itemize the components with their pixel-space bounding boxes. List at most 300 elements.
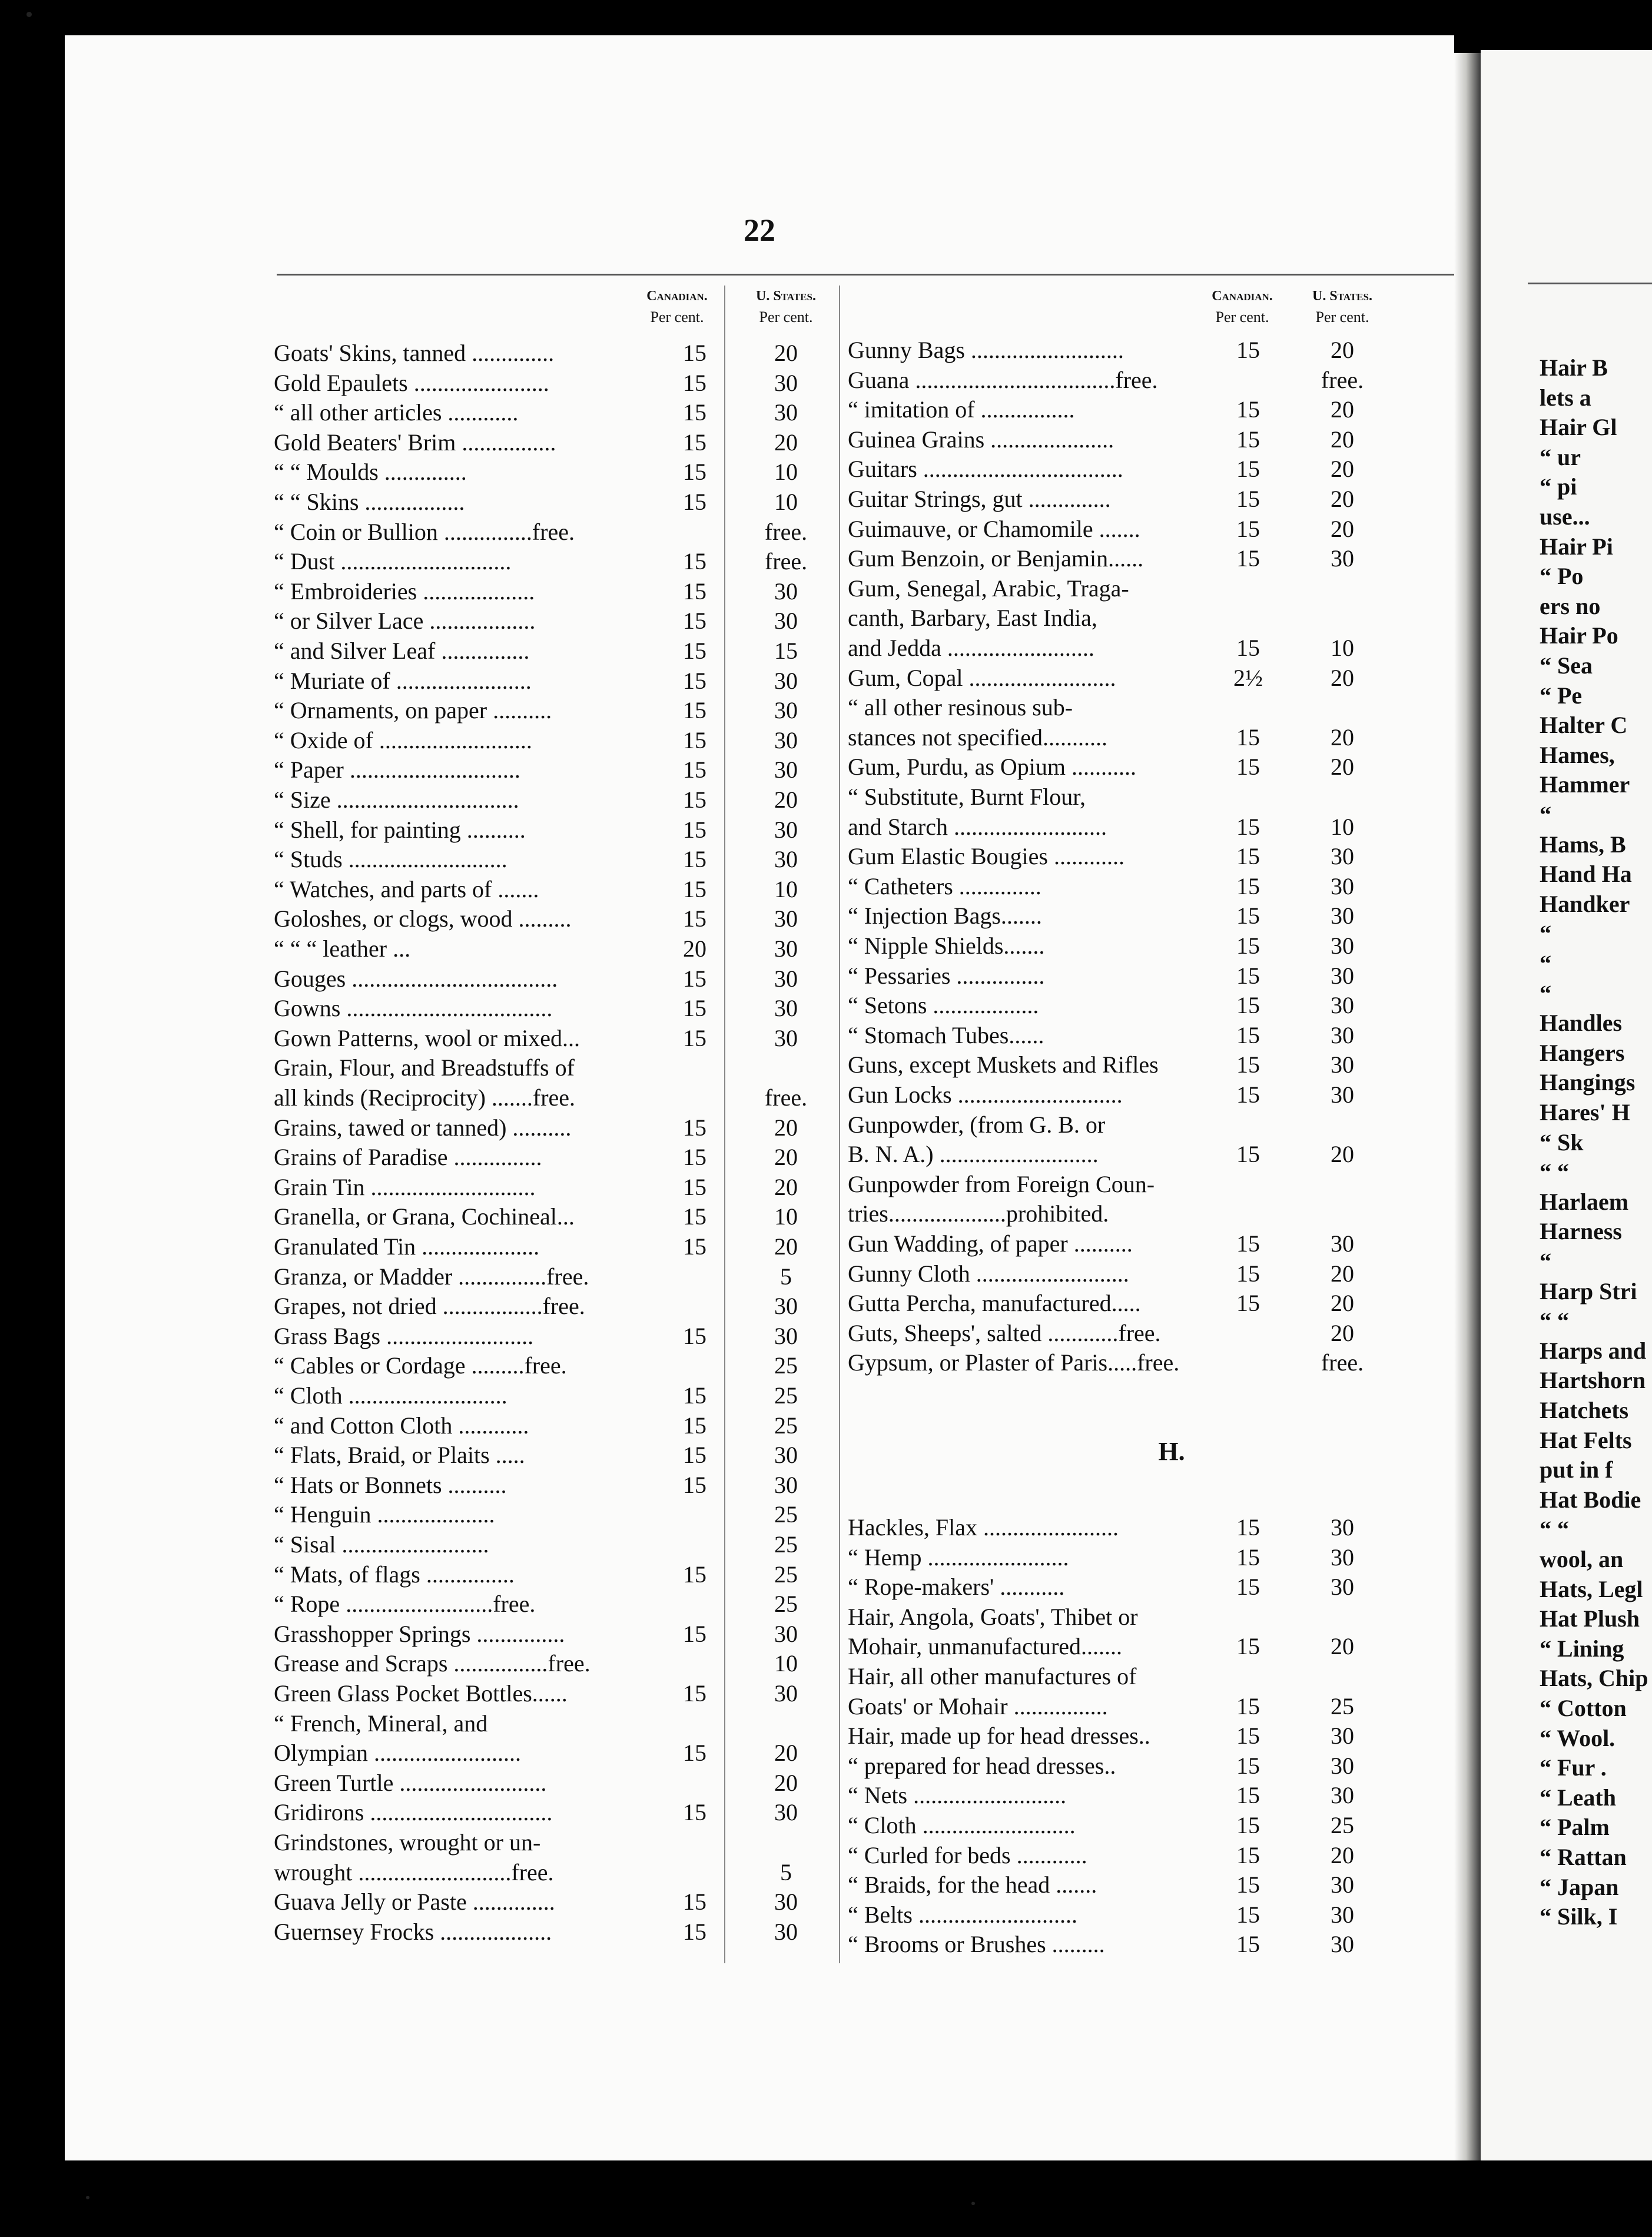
left-header-us: U. States. Per cent. bbox=[756, 288, 816, 326]
us-rate: 30 bbox=[1331, 1021, 1354, 1048]
next-page-line: Handles bbox=[1540, 1010, 1623, 1037]
tariff-row bbox=[274, 1649, 830, 1678]
tariff-row bbox=[274, 875, 830, 904]
tariff-row bbox=[848, 633, 1386, 663]
us-rate: 20 bbox=[1331, 396, 1354, 423]
tariff-row bbox=[274, 815, 830, 845]
tariff-row bbox=[274, 636, 830, 666]
canadian-rate: 15 bbox=[1236, 1544, 1260, 1571]
canadian-rate: 15 bbox=[683, 340, 706, 366]
tariff-row bbox=[274, 1679, 830, 1708]
canadian-rate: 15 bbox=[683, 756, 706, 784]
item-label: “ Paper ............................. bbox=[274, 756, 520, 784]
us-rate: 30 bbox=[1331, 1544, 1354, 1571]
tariff-row bbox=[848, 1602, 1386, 1632]
us-rate: 25 bbox=[1331, 1692, 1354, 1720]
next-page-line: put in f bbox=[1540, 1456, 1613, 1483]
us-rate: 30 bbox=[1331, 872, 1354, 900]
next-page-line: “ Leath bbox=[1540, 1784, 1616, 1811]
tariff-row bbox=[274, 666, 830, 696]
canadian-rate: 15 bbox=[1236, 1871, 1260, 1899]
canadian-rate: 15 bbox=[1236, 1722, 1260, 1750]
next-page-line: “ Japan bbox=[1540, 1873, 1619, 1900]
next-page-line: “ bbox=[1540, 1248, 1551, 1275]
us-rate: 30 bbox=[1331, 1514, 1354, 1541]
next-page-line: “ Sea bbox=[1540, 652, 1593, 679]
canadian-rate: 15 bbox=[683, 1203, 706, 1230]
us-rate: 10 bbox=[774, 875, 798, 902]
canadian-rate: 15 bbox=[1236, 813, 1260, 840]
next-page-line: Harp Stri bbox=[1540, 1277, 1637, 1305]
next-page-line: Hair Pi bbox=[1540, 533, 1613, 560]
item-label: “ Ornaments, on paper .......... bbox=[274, 697, 552, 724]
next-page-line: “ Lining bbox=[1540, 1635, 1624, 1662]
next-page-line: “ Sk bbox=[1540, 1129, 1584, 1156]
tariff-row bbox=[274, 1083, 830, 1113]
canadian-rate: 15 bbox=[1236, 1081, 1260, 1108]
tariff-row bbox=[274, 934, 830, 964]
tariff-row bbox=[274, 964, 830, 994]
canadian-rate: 15 bbox=[683, 1799, 706, 1826]
next-page-line: Hat Bodie bbox=[1540, 1486, 1641, 1513]
item-label: “ and Cotton Cloth ............ bbox=[274, 1412, 529, 1439]
us-rate: 20 bbox=[1331, 1841, 1354, 1868]
tariff-row bbox=[274, 1589, 830, 1619]
us-rate: 20 bbox=[1331, 664, 1354, 691]
canadian-rate: 15 bbox=[683, 875, 706, 902]
next-page-line: “ pi bbox=[1540, 473, 1577, 500]
item-label: Gowns ................................... bbox=[274, 995, 553, 1022]
tariff-row bbox=[848, 1050, 1386, 1080]
us-rate: 30 bbox=[1331, 1931, 1354, 1958]
canadian-rate: 15 bbox=[1236, 1931, 1260, 1958]
us-rate: free. bbox=[1321, 1349, 1364, 1376]
next-page-line: ers no bbox=[1540, 592, 1601, 619]
item-label: Hair, all other manufactures of bbox=[848, 1663, 1137, 1690]
item-label: and Starch .......................... bbox=[848, 813, 1107, 840]
tariff-row bbox=[848, 1900, 1386, 1930]
next-page-line: Hat Felts bbox=[1540, 1426, 1632, 1453]
item-label: Gouges ................................... bbox=[274, 965, 558, 992]
tariff-row bbox=[274, 547, 830, 576]
item-label: Grass Bags ......................... bbox=[274, 1322, 534, 1349]
canadian-rate: 15 bbox=[1236, 843, 1260, 870]
canadian-rate: 15 bbox=[1236, 1633, 1260, 1660]
us-rate: free. bbox=[764, 548, 808, 575]
canadian-rate: 15 bbox=[1236, 1260, 1260, 1287]
canadian-rate: 15 bbox=[683, 1918, 706, 1945]
us-rate: 30 bbox=[774, 608, 798, 635]
item-label: Gum, Copal ......................... bbox=[848, 664, 1116, 691]
next-page-line: Hams, B bbox=[1540, 831, 1626, 858]
canadian-rate: 15 bbox=[683, 1740, 706, 1767]
section-heading-h: H. bbox=[1158, 1437, 1185, 1466]
tariff-row bbox=[274, 904, 830, 934]
item-label: and Jedda ......................... bbox=[848, 635, 1094, 661]
next-page-line: “ “ bbox=[1540, 1307, 1569, 1335]
item-label: Grease and Scraps ................free. bbox=[274, 1650, 591, 1677]
tariff-row bbox=[848, 812, 1386, 842]
tariff-row bbox=[848, 366, 1386, 395]
us-rate: 20 bbox=[774, 1740, 798, 1767]
item-label: Gypsum, or Plaster of Paris.....free. bbox=[848, 1349, 1180, 1376]
item-label: “ Curled for beds ............ bbox=[848, 1841, 1087, 1868]
item-label: “ Stomach Tubes...... bbox=[848, 1021, 1044, 1048]
tariff-row bbox=[848, 1721, 1386, 1751]
us-rate: 20 bbox=[1331, 337, 1354, 363]
item-label: “ Nipple Shields....... bbox=[848, 932, 1045, 959]
tariff-row bbox=[274, 1619, 830, 1649]
item-label: “ Catheters .............. bbox=[848, 872, 1041, 900]
us-rate: 30 bbox=[774, 577, 798, 605]
tariff-row bbox=[848, 901, 1386, 931]
tariff-row bbox=[848, 484, 1386, 514]
us-rate: 30 bbox=[1331, 545, 1354, 572]
canadian-rate: 15 bbox=[683, 1233, 706, 1260]
next-page-line: Hair Gl bbox=[1540, 414, 1617, 441]
us-rate: 30 bbox=[774, 1471, 798, 1498]
canadian-rate: 15 bbox=[1236, 635, 1260, 661]
canadian-rate: 15 bbox=[1236, 1812, 1260, 1838]
item-label: “ Brooms or Brushes ......... bbox=[848, 1931, 1105, 1958]
left-header-canadian: Canadian. Per cent. bbox=[646, 288, 708, 326]
canadian-rate: 2½ bbox=[1233, 664, 1263, 691]
tariff-row bbox=[848, 1841, 1386, 1870]
tariff-row bbox=[848, 1259, 1386, 1289]
canadian-rate: 15 bbox=[1236, 456, 1260, 483]
canadian-rate: 15 bbox=[683, 1144, 706, 1171]
canadian-rate: 15 bbox=[683, 816, 706, 843]
next-page-line: “ Pe bbox=[1540, 682, 1583, 709]
item-label: “ Cloth ........................... bbox=[274, 1382, 507, 1409]
item-label: “ Embroideries ................... bbox=[274, 577, 535, 605]
item-label: Gold Beaters' Brim ................ bbox=[274, 429, 556, 456]
us-rate: 20 bbox=[774, 429, 798, 456]
tariff-row bbox=[274, 726, 830, 755]
tariff-row bbox=[848, 1751, 1386, 1781]
tariff-row bbox=[274, 1381, 830, 1410]
item-label: Guana ..................................free. bbox=[848, 366, 1158, 393]
item-label: Grain, Flour, and Breadstuffs of bbox=[274, 1054, 575, 1081]
next-page-line: “ Palm bbox=[1540, 1814, 1610, 1841]
item-label: Gum, Senegal, Arabic, Traga- bbox=[848, 575, 1129, 602]
item-label: “ Rope-makers' ........... bbox=[848, 1574, 1065, 1601]
tariff-row bbox=[274, 1828, 830, 1857]
item-label: Guimauve, or Chamomile ....... bbox=[848, 515, 1140, 542]
item-label: “ French, Mineral, and bbox=[274, 1710, 488, 1737]
us-rate: 20 bbox=[1331, 1319, 1354, 1346]
tariff-row bbox=[848, 603, 1386, 633]
tariff-row bbox=[274, 696, 830, 725]
us-rate: 20 bbox=[774, 340, 798, 366]
item-label: all kinds (Reciprocity) .......free. bbox=[274, 1084, 576, 1111]
item-label: “ “ “ leather ... bbox=[274, 935, 411, 962]
top-rule-right bbox=[871, 274, 1460, 276]
tariff-row bbox=[274, 338, 830, 368]
item-label: “ Injection Bags....... bbox=[848, 902, 1042, 930]
tariff-row bbox=[274, 845, 830, 874]
tariff-row bbox=[848, 1572, 1386, 1602]
item-label: Goats' or Mohair ................ bbox=[848, 1692, 1108, 1720]
item-label: “ all other articles ............ bbox=[274, 399, 519, 426]
us-rate: 30 bbox=[774, 1620, 798, 1647]
canadian-rate: 15 bbox=[1236, 1692, 1260, 1720]
canadian-rate: 15 bbox=[1236, 754, 1260, 781]
item-label: Mohair, unmanufactured....... bbox=[848, 1633, 1123, 1660]
us-rate: 25 bbox=[774, 1352, 798, 1379]
us-rate: 20 bbox=[774, 1144, 798, 1171]
us-rate: 5 bbox=[780, 1263, 792, 1290]
item-label: Gridirons ............................... bbox=[274, 1799, 553, 1826]
us-rate: 30 bbox=[774, 1918, 798, 1945]
item-label: “ prepared for head dresses.. bbox=[848, 1752, 1116, 1779]
item-label: “ Nets .......................... bbox=[848, 1782, 1067, 1809]
item-label: Gunpowder from Foreign Coun- bbox=[848, 1170, 1155, 1197]
us-rate: 30 bbox=[774, 1024, 798, 1051]
item-label: Gun Wadding, of paper .......... bbox=[848, 1230, 1133, 1257]
canadian-rate: 15 bbox=[683, 1471, 706, 1498]
canadian-rate: 15 bbox=[683, 1412, 706, 1439]
item-label: Gum, Purdu, as Opium ........... bbox=[848, 754, 1136, 781]
us-rate: 30 bbox=[774, 1888, 798, 1916]
us-rate: 30 bbox=[1331, 1871, 1354, 1899]
tariff-row bbox=[274, 1441, 830, 1470]
canadian-rate: 20 bbox=[683, 935, 706, 962]
us-rate: 30 bbox=[774, 1799, 798, 1826]
us-rate: 30 bbox=[774, 1442, 798, 1469]
tariff-row bbox=[848, 544, 1386, 573]
tariff-row bbox=[848, 842, 1386, 871]
canadian-rate: 15 bbox=[1236, 396, 1260, 423]
canadian-rate: 15 bbox=[1236, 1782, 1260, 1809]
canadian-rate: 15 bbox=[683, 489, 706, 515]
canadian-rate: 15 bbox=[683, 965, 706, 992]
tariff-row bbox=[274, 457, 830, 487]
canadian-rate: 15 bbox=[1236, 962, 1260, 989]
us-rate: 20 bbox=[774, 786, 798, 813]
canadian-rate: 15 bbox=[1236, 515, 1260, 542]
us-rate: 20 bbox=[1331, 1633, 1354, 1660]
item-label: Guava Jelly or Paste .............. bbox=[274, 1888, 555, 1916]
page-number: 22 bbox=[744, 213, 775, 248]
tariff-row bbox=[848, 723, 1386, 752]
tariff-row bbox=[274, 1292, 830, 1321]
canadian-rate: 15 bbox=[1236, 1230, 1260, 1257]
us-rate: 30 bbox=[1331, 1901, 1354, 1928]
top-rule-left bbox=[277, 274, 871, 276]
item-label: Gunny Cloth .......................... bbox=[848, 1260, 1129, 1287]
item-label: Guitars .................................. bbox=[848, 456, 1123, 483]
tariff-row bbox=[274, 1560, 830, 1589]
item-label: “ and Silver Leaf ............... bbox=[274, 638, 530, 664]
next-page-line: “ bbox=[1540, 980, 1551, 1007]
us-rate: 10 bbox=[1331, 813, 1354, 840]
tariff-row bbox=[848, 1543, 1386, 1572]
us-rate: 30 bbox=[1331, 1752, 1354, 1779]
us-rate: 20 bbox=[1331, 1141, 1354, 1168]
item-label: tries....................prohibited. bbox=[848, 1200, 1109, 1227]
next-page-line: Halter C bbox=[1540, 712, 1628, 739]
next-page-line: “ Fur . bbox=[1540, 1754, 1607, 1781]
us-rate: 30 bbox=[1331, 1230, 1354, 1257]
item-label: “ Hemp ........................ bbox=[848, 1544, 1069, 1571]
item-label: “ Shell, for painting .......... bbox=[274, 816, 526, 843]
canadian-rate: 15 bbox=[1236, 932, 1260, 959]
item-label: Gown Patterns, wool or mixed... bbox=[274, 1024, 580, 1051]
tariff-row bbox=[274, 1113, 830, 1143]
us-rate: 30 bbox=[774, 399, 798, 426]
us-rate: 20 bbox=[774, 1769, 798, 1796]
us-rate: 30 bbox=[774, 1680, 798, 1707]
us-rate: 5 bbox=[780, 1858, 792, 1886]
next-page-line: “ bbox=[1540, 950, 1551, 977]
next-page-line: Harness bbox=[1540, 1218, 1622, 1245]
item-label: Granza, or Madder ...............free. bbox=[274, 1263, 589, 1290]
item-label: Grain Tin ............................ bbox=[274, 1173, 536, 1200]
item-label: Grasshopper Springs ............... bbox=[274, 1620, 565, 1647]
tariff-row bbox=[848, 1140, 1386, 1169]
item-label: Grains of Paradise ............... bbox=[274, 1144, 542, 1171]
us-rate: 15 bbox=[774, 638, 798, 664]
canadian-rate: 15 bbox=[683, 399, 706, 426]
canadian-rate: 15 bbox=[1236, 337, 1260, 363]
tariff-row bbox=[274, 755, 830, 785]
item-label: wrought ..........................free. bbox=[274, 1858, 554, 1886]
item-label: Gum Benzoin, or Benjamin...... bbox=[848, 545, 1144, 572]
us-rate: 30 bbox=[774, 1322, 798, 1349]
canadian-rate: 15 bbox=[1236, 1051, 1260, 1078]
us-rate: 10 bbox=[774, 1203, 798, 1230]
canadian-rate: 15 bbox=[1236, 1901, 1260, 1928]
tariff-row bbox=[274, 517, 830, 547]
item-label: “ Studs ........................... bbox=[274, 846, 507, 873]
tariff-row bbox=[848, 1319, 1386, 1348]
tariff-row bbox=[274, 1262, 830, 1292]
us-rate: 25 bbox=[774, 1531, 798, 1558]
canadian-rate: 15 bbox=[683, 1114, 706, 1141]
next-page-line: “ Wool. bbox=[1540, 1724, 1615, 1751]
item-label: Guinea Grains ..................... bbox=[848, 426, 1114, 453]
item-label: Hackles, Flax ....................... bbox=[848, 1514, 1119, 1541]
item-label: “ Oxide of .......................... bbox=[274, 726, 532, 754]
next-page-line: Hares' H bbox=[1540, 1099, 1630, 1126]
us-rate: 30 bbox=[1331, 1722, 1354, 1750]
us-rate: 30 bbox=[1331, 1051, 1354, 1078]
item-label: Hair, made up for head dresses.. bbox=[848, 1722, 1150, 1750]
tariff-row bbox=[848, 1348, 1386, 1378]
tariff-row bbox=[274, 369, 830, 398]
canadian-rate: 15 bbox=[683, 667, 706, 694]
item-label: Granella, or Grana, Cochineal... bbox=[274, 1203, 575, 1230]
us-rate: 30 bbox=[1331, 843, 1354, 870]
us-rate: 20 bbox=[1331, 723, 1354, 751]
next-page-line: “ Cotton bbox=[1540, 1695, 1627, 1721]
canadian-rate: 15 bbox=[683, 369, 706, 396]
us-rate: 20 bbox=[774, 1173, 798, 1200]
us-rate: 30 bbox=[1331, 962, 1354, 989]
canadian-rate: 15 bbox=[683, 1620, 706, 1647]
tariff-row bbox=[848, 991, 1386, 1020]
canadian-rate: 15 bbox=[1236, 1841, 1260, 1868]
item-label: Grindstones, wrought or un- bbox=[274, 1829, 541, 1856]
tariff-row bbox=[274, 1530, 830, 1559]
tariff-row bbox=[274, 1351, 830, 1380]
item-label: “ Hats or Bonnets .......... bbox=[274, 1471, 507, 1498]
canadian-rate: 15 bbox=[683, 726, 706, 754]
book-gutter bbox=[1454, 53, 1481, 2160]
us-rate: 30 bbox=[774, 369, 798, 396]
canadian-rate: 15 bbox=[683, 697, 706, 724]
tariff-row bbox=[848, 663, 1386, 693]
tariff-row bbox=[274, 1917, 830, 1947]
canadian-rate: 15 bbox=[683, 1442, 706, 1469]
item-label: Goloshes, or clogs, wood ......... bbox=[274, 905, 572, 932]
us-rate: 10 bbox=[774, 459, 798, 486]
tariff-row bbox=[848, 1513, 1386, 1542]
us-rate: 10 bbox=[774, 489, 798, 515]
tariff-row bbox=[274, 1471, 830, 1500]
us-rate: 30 bbox=[774, 756, 798, 784]
right-header-canadian: Canadian. Per cent. bbox=[1212, 288, 1273, 326]
tariff-row bbox=[274, 1858, 830, 1887]
us-rate: 25 bbox=[774, 1501, 798, 1528]
item-label: Grapes, not dried .................free. bbox=[274, 1293, 585, 1320]
next-page-line: lets a bbox=[1540, 384, 1591, 411]
canadian-rate: 15 bbox=[1236, 426, 1260, 453]
us-rate: 10 bbox=[1331, 635, 1354, 661]
item-label: “ Rope .........................free. bbox=[274, 1591, 536, 1618]
canadian-rate: 15 bbox=[1236, 1752, 1260, 1779]
tariff-row bbox=[848, 872, 1386, 901]
us-rate: 30 bbox=[774, 995, 798, 1022]
tariff-row bbox=[274, 1768, 830, 1798]
us-rate: 30 bbox=[774, 965, 798, 992]
canadian-rate: 15 bbox=[683, 1024, 706, 1051]
canadian-rate: 15 bbox=[683, 1322, 706, 1349]
item-label: “ Henguin .................... bbox=[274, 1501, 495, 1528]
scan-speck bbox=[86, 2196, 89, 2199]
canadian-rate: 15 bbox=[683, 1173, 706, 1200]
item-label: canth, Barbary, East India, bbox=[848, 605, 1097, 632]
us-rate: 25 bbox=[774, 1382, 798, 1409]
next-page-line: Hats, Legl bbox=[1540, 1575, 1643, 1602]
tariff-row bbox=[848, 1811, 1386, 1840]
tariff-row bbox=[848, 574, 1386, 603]
item-label: B. N. A.) ........................... bbox=[848, 1141, 1099, 1168]
item-label: “ Muriate of ....................... bbox=[274, 667, 532, 694]
tariff-row bbox=[274, 1411, 830, 1441]
tariff-row bbox=[274, 606, 830, 636]
item-label: “ Mats, of flags ............... bbox=[274, 1561, 515, 1588]
tariff-row bbox=[274, 1232, 830, 1262]
next-page-line: “ “ bbox=[1540, 1516, 1569, 1543]
next-page-line: Hatchets bbox=[1540, 1397, 1629, 1423]
item-label: “ Setons .................. bbox=[848, 992, 1039, 1019]
us-rate: 30 bbox=[774, 697, 798, 724]
item-label: Guns, except Muskets and Rifles bbox=[848, 1051, 1159, 1078]
item-label: Olympian ......................... bbox=[274, 1740, 521, 1767]
canadian-rate: 15 bbox=[1236, 1021, 1260, 1048]
item-label: Gold Epaulets ....................... bbox=[274, 369, 549, 396]
tariff-row bbox=[274, 1024, 830, 1053]
us-rate: 30 bbox=[774, 816, 798, 843]
next-page-line: use... bbox=[1540, 503, 1590, 530]
us-rate: 30 bbox=[1331, 1081, 1354, 1108]
tariff-row bbox=[848, 1662, 1386, 1691]
tariff-row bbox=[274, 428, 830, 457]
canadian-rate: 15 bbox=[683, 577, 706, 605]
tariff-row bbox=[848, 961, 1386, 991]
